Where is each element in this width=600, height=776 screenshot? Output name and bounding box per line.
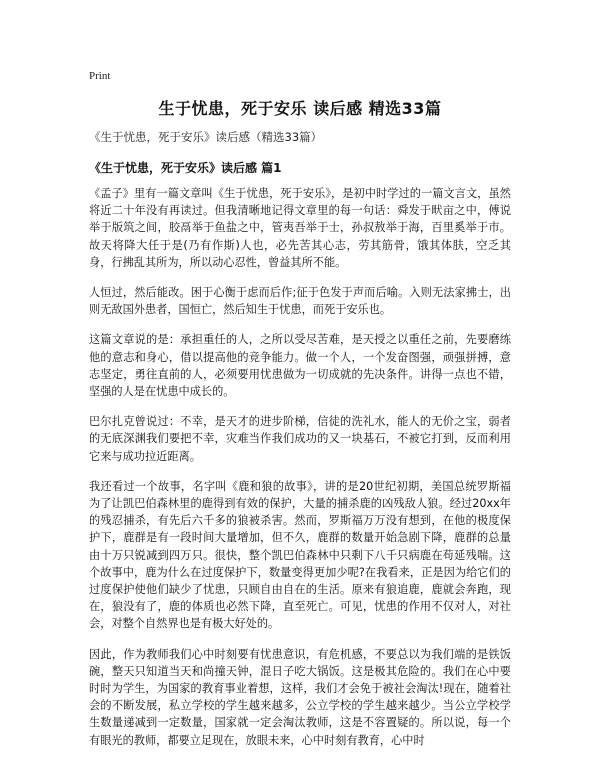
paragraph-5: 我还看过一个故事，名字叫《鹿和狼的故事》，讲的是20世纪初期，美国总统罗斯福为了让凯巴伯森林里的鹿得到有效的保护，大量的捕杀鹿的凶残敌人狼。经过20xx年的残忍捕杀，有先后六千多的狼被杀害。然而，罗斯福万万没有想到，在他的极度保护下，鹿群是有一段时间大量增加，但不久，鹿群的数量开始急剧下降，鹿群的总量由十万只锐减到四万只。很快，整个凯巴伯森林中只剩下八千只病鹿在苟延残喘。这个故事中，鹿为什么在过度保护下，数量变得更加少呢?在我看来，正是因为给它们的过度保护使他们缺少了忧患，只顾自由自在的生活。原来有狼追鹿，鹿就会奔跑，现在，狼没有了，鹿的体质也必然下降，直至死亡。可见，忧患的作用不仅对人，对社会，对整个自然界也是有极大好处的。 (89, 479, 511, 631)
section-heading: 《生于忧患，死于安乐》读后感 篇1 (89, 161, 282, 175)
paragraph-2: 人恒过，然后能改。困于心衡于虑而后作;征于色发于声而后喻。入则无法家拂士，出则无敌国外患者，国恒亡，然后知生于忧患，而死于安乐也。 (89, 286, 511, 317)
paragraph-1: 《孟子》里有一篇文章叫《生于忧患，死于安乐》，是初中时学过的一篇文言文，虽然将近二十年没有再读过。但我清晰地记得文章里的每一句话：舜发于畎亩之中，傅说举于版筑之间，胶鬲举于鱼盐之中，管夷吾举于士，孙叔敖举于海，百里奚举于市。故天将降大任于是(乃有作斯)人也，必先苦其心志，劳其筋骨，饿其体肤，空乏其身，行拂乱其所为，所以动心忍性，曾益其所不能。 (89, 187, 511, 269)
paragraph-3: 这篇文章说的是：承担重任的人，之所以受尽苦难，是天授之以重任之前，先要磨练他的意志和身心，借以提高他的竞争能力。做一个人，一个发奋图强，顽强拼搏，意志坚定，勇往直前的人，必须要用忧患做为一切成就的先决条件。讲得一点也不错，坚强的人是在忧患中成长的。 (89, 333, 511, 399)
print-label: Print (89, 70, 111, 82)
article-body (89, 185, 511, 762)
document-title: 生于忧患，死于安乐 读后感 精选33篇 (158, 99, 442, 118)
paragraph-4: 巴尔扎克曾说过：不幸，是天才的进步阶梯，信徒的洗礼水，能人的无价之宝，弱者的无底深渊我们要把不幸，灾难当作我们成功的又一块基石，不被它打到，反而利用它来与成功拉近距离。 (89, 415, 511, 463)
document-subtitle: 《生于忧患，死于安乐》读后感（精选33篇） (89, 130, 323, 144)
paragraph-6: 因此，作为教师我们心中时刻要有忧患意识，有危机感，不要总以为我们端的是铁饭碗，整天只知道当天和尚撞天钟，混日子吃大锅饭。这是极其危险的。我们在心中要时时为学生，为国家的教育事业着想，这样，我们才会免于被社会淘汰!现在，随着社会的不断发展，私立学校的学生越来越多，公立学校的学生越来越少。当公立学校学生数量递减到一定数量，国家就一定会淘汰教师，这是不容置疑的。所以说，每一个有眼光的教师，都要立足现在，放眼未来，心中时刻有教育，心中时 (89, 647, 511, 747)
